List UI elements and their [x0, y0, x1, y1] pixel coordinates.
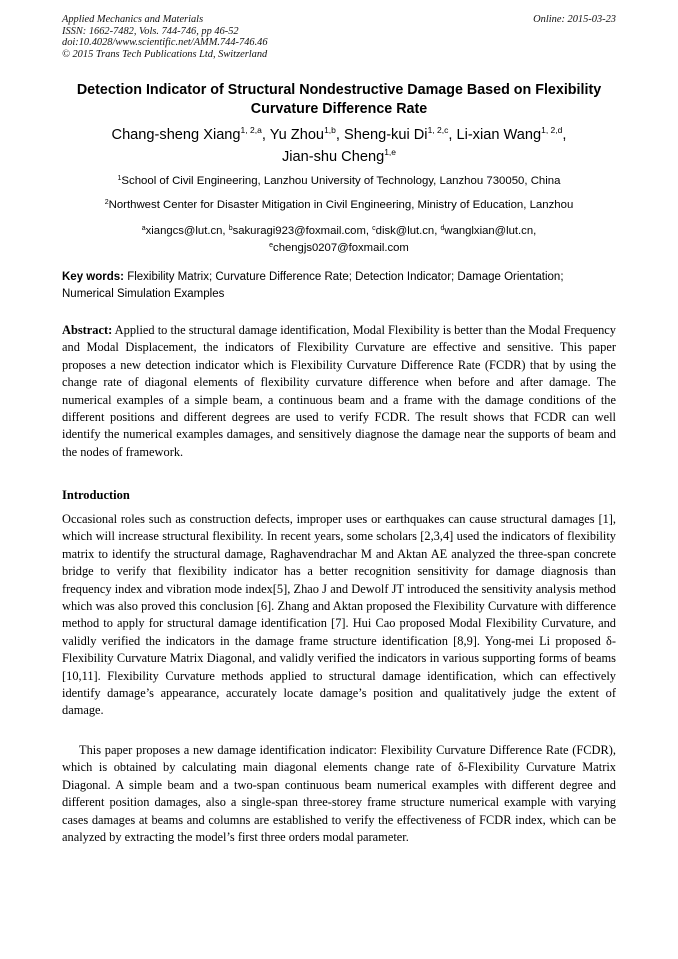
online-date: Online: 2015-03-23	[533, 14, 616, 25]
introduction-paragraph-2: This paper proposes a new damage identification indicator: Flexibility Curvature Difference Rate (FCDR), which is obtained by calculating main diagonal elements change rate of δ-Flexibility Curvature Matrix Diagonal. A simple beam and a two-span continuous beam numerical examples with different degree and different position damages, also a single-span three-storey frame structure numerical example with varying cases damages at beams and columns are established to verify the effectiveness of FCDR index, which can be analyzed by extracting the model’s first three orders modal parameter.	[62, 743, 616, 845]
author-name: Sheng-kui Di	[344, 127, 428, 143]
author-affiliation-mark: 1,b	[324, 125, 336, 135]
paper-title: Detection Indicator of Structural Nondestructive Damage Based on Flexibility Curvature Difference Rate	[76, 82, 602, 117]
doi-line: doi:10.4028/www.scientific.net/AMM.744-746.46	[62, 37, 268, 49]
author-name: Yu Zhou	[269, 127, 325, 143]
issn-line: ISSN: 1662-7482, Vols. 744-746, pp 46-52	[62, 25, 239, 37]
journal-header	[62, 14, 616, 60]
email-mark: b	[228, 225, 233, 232]
email-address[interactable]: chengjs0207@foxmail.com	[273, 241, 409, 254]
author-name: Chang-sheng Xiang	[111, 127, 241, 143]
email-mark: c	[372, 225, 376, 232]
keywords-text: Flexibility Matrix; Curvature Difference Rate; Detection Indicator; Damage Orientation; Numerical Simulation Examples	[62, 271, 564, 300]
email-address[interactable]: sakuragi923@foxmail.com,	[232, 225, 373, 237]
author-affiliation-mark: 1, 2,c	[427, 125, 449, 135]
affiliation-text: Northwest Center for Disaster Mitigation in Civil Engineering, Ministry of Education, Lanzhou	[108, 199, 574, 211]
author-separator: ,	[335, 127, 344, 143]
keywords-label: Key words:	[62, 271, 124, 283]
email-mark: d	[440, 225, 445, 232]
journal-name: Applied Mechanics and Materials	[62, 14, 204, 25]
affiliation-1	[62, 174, 616, 188]
abstract-label: Abstract:	[62, 323, 113, 337]
author-separator: ,	[562, 127, 567, 143]
email-address[interactable]: disk@lut.cn,	[375, 225, 441, 237]
author-affiliation-mark: 1, 2,a	[240, 125, 262, 135]
email-mark: e	[269, 241, 274, 249]
author-separator: ,	[448, 127, 457, 143]
author-name: Jian-shu Cheng	[281, 148, 385, 165]
author-affiliation-mark: 1, 2,d	[541, 125, 563, 135]
abstract-text: Applied to the structural damage identification, Modal Flexibility is better than the Modal Frequency and Modal Displacement, the indicators of Flexibility Curvature are effective and sensitive. This paper proposes a new detection indicator which is Flexibility Curvature Difference Rate (FCDR) that by using the change rate of diagonal elements of flexibility curvature difference when before and after damage. The numerical examples of a simple beam, a continuous beam and a frame with the damage conditions of the different positions and different degrees are used to verify FCDR. The result shows that FCDR can well identify the numerical examples damages, and sensitively diagnose the damage near the supports of beam and the nodes of framework.	[62, 323, 616, 459]
email-address[interactable]: wanglxian@lut.cn,	[444, 225, 537, 237]
author-affiliation-mark: 1,e	[384, 146, 397, 157]
section-heading-introduction: Introduction	[62, 488, 130, 502]
affiliation-mark: 1	[117, 175, 122, 182]
affiliation-2	[62, 198, 616, 212]
keywords	[62, 269, 616, 303]
copyright-line: © 2015 Trans Tech Publications Ltd, Switzerland	[62, 48, 268, 60]
abstract	[62, 322, 616, 461]
introduction-paragraph-1: Occasional roles such as construction defects, improper uses or earthquakes can cause structural damages [1], which will increase structural flexibility. In recent years, some scholars [2,3,4] used the indicators of flexibility matrix to identify the structural damage, Raghavendrachar M and Aktan AE analyzed the three-span concrete bridge to verify that flexibility indicator has a better recognition sensitivity for damage diagnosis than frequency index and vibration mode index[5], Zhao J and Dewolf JT introduced the sensitivity analysis method which was also proved this conclusion [6]. Zhang and Aktan proposed the Flexibility Curvature with difference method to apply for structural damage identification [7]. Hui Cao proposed Modal Flexibility Curvature, and validly verified the indicators in the damage frame structure identification [8,9]. Yong-mei Li proposed δ-Flexibility Curvature Matrix Diagonal, and validly verified the indicators in various supporting forms of beams [10,11]. Flexibility Curvature methods applied to structural damage identification, which can effectively identify damage’s appearance, accurately locate damage’s position and qualitatively judge the extent of damage.	[62, 512, 616, 718]
affiliation-text: School of Civil Engineering, Lanzhou University of Technology, Lanzhou 730050, China	[121, 175, 561, 187]
affiliation-mark: 2	[104, 199, 109, 206]
email-mark: a	[141, 225, 146, 232]
email-address[interactable]: xiangcs@lut.cn,	[145, 225, 229, 237]
author-emails	[62, 223, 616, 256]
author-list	[62, 125, 616, 168]
author-name: Li-xian Wang	[456, 127, 542, 143]
author-separator: ,	[261, 127, 270, 143]
